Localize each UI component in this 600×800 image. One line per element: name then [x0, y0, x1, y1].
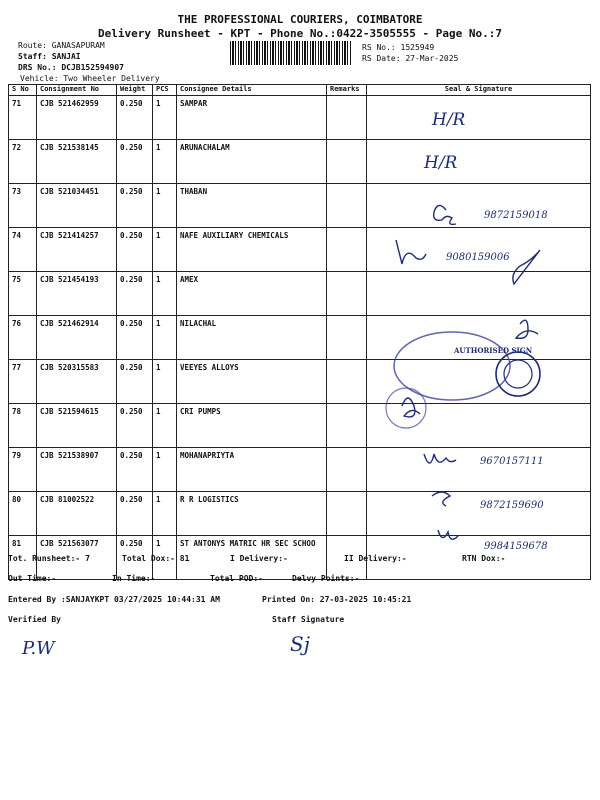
sno: 74: [9, 228, 37, 272]
scribble-75: [513, 250, 540, 284]
weight: 0.250: [117, 316, 153, 360]
remarks: [327, 140, 367, 184]
consignee: NAFE AUXILIARY CHEMICALS: [177, 228, 327, 272]
verified-signature: P.W: [22, 638, 55, 659]
col-remarks: Remarks: [327, 85, 367, 96]
pcs: 1: [153, 272, 177, 316]
remarks: [327, 404, 367, 448]
table-row: [9, 140, 591, 184]
consignment-no: CJB 81002522: [37, 492, 117, 536]
pcs: 1: [153, 96, 177, 140]
consignee: R R LOGISTICS: [177, 492, 327, 536]
col-seal: Seal & Signature: [367, 85, 591, 96]
drs-number: DRS No.: DCJB152594907: [18, 63, 124, 72]
weight: 0.250: [117, 228, 153, 272]
pcs: 1: [153, 228, 177, 272]
remarks: [327, 96, 367, 140]
pcs: 1: [153, 536, 177, 580]
in-time: In Time:-: [112, 574, 156, 583]
weight: 0.250: [117, 536, 153, 580]
i-delivery: I Delivery:-: [230, 554, 288, 563]
signature-72: H/R: [424, 153, 458, 173]
consignment-no: CJB 521034451: [37, 184, 117, 228]
signature-74: 9080159006: [446, 252, 510, 263]
remarks: [327, 448, 367, 492]
scribble-81: [438, 530, 458, 539]
consignment-no: CJB 521538907: [37, 448, 117, 492]
sno: 71: [9, 96, 37, 140]
remarks: [327, 360, 367, 404]
scribble-78: [402, 398, 420, 417]
barcode: [230, 41, 352, 65]
col-consignee: Consignee Details: [177, 85, 327, 96]
weight: 0.250: [117, 140, 153, 184]
consignment-no: CJB 521462959: [37, 96, 117, 140]
signature-80: 9872159690: [480, 500, 544, 511]
scribble-80: [432, 492, 450, 506]
seal-78: [386, 388, 426, 428]
sno: 77: [9, 360, 37, 404]
out-time: Out Time:-: [8, 574, 57, 583]
seal-scribbles: [380, 196, 590, 556]
col-sno: S No: [9, 85, 37, 96]
sno: 80: [9, 492, 37, 536]
printed-on: Printed On: 27-03-2025 10:45:21: [262, 595, 412, 604]
scribble-79: [424, 454, 456, 463]
sno: 76: [9, 316, 37, 360]
consignee: SAMPAR: [177, 96, 327, 140]
tot-runsheet: Tot. Runsheet:- 7: [8, 554, 90, 563]
sno: 79: [9, 448, 37, 492]
consignee: ST ANTONYS MATRIC HR SEC SCHOO: [177, 536, 327, 580]
remarks: [327, 316, 367, 360]
remarks: [327, 272, 367, 316]
runsheet-title: Delivery Runsheet - KPT - Phone No.:0422-3505555 - Page No.:7: [98, 27, 502, 40]
consignee: MOHANAPRIYTA: [177, 448, 327, 492]
col-consignment: Consignment No: [37, 85, 117, 96]
pcs: 1: [153, 404, 177, 448]
weight: 0.250: [117, 96, 153, 140]
remarks: [327, 228, 367, 272]
total-dox: Total Dox:- 81: [122, 554, 190, 563]
staff-info: Staff: SANJAI: [18, 52, 81, 61]
consignment-no: CJB 521414257: [37, 228, 117, 272]
seal-cell: [367, 140, 591, 184]
consignment-no: CJB 521538145: [37, 140, 117, 184]
staff-signature-label: Staff Signature: [272, 615, 345, 624]
ii-delivery: II Delivery:-: [344, 554, 407, 563]
verified-by: Verified By: [8, 615, 61, 624]
consignee: AMEX: [177, 272, 327, 316]
pcs: 1: [153, 448, 177, 492]
sno: 75: [9, 272, 37, 316]
vehicle-info: Vehicle: Two Wheeler Delivery: [20, 74, 160, 83]
scribble-74: [396, 240, 426, 264]
consignee: VEEYES ALLOYS: [177, 360, 327, 404]
scribble-73: [434, 205, 456, 224]
company-seal: [394, 332, 510, 400]
signature-71: H/R: [432, 110, 466, 130]
pcs: 1: [153, 316, 177, 360]
consignment-no: CJB 521462914: [37, 316, 117, 360]
table-row: [9, 96, 591, 140]
table-header: [9, 85, 591, 96]
pcs: 1: [153, 184, 177, 228]
consignee: NILACHAL: [177, 316, 327, 360]
consignment-no: CJB 521454193: [37, 272, 117, 316]
entered-by: Entered By :SANJAYKPT 03/27/2025 10:44:31 AM: [8, 595, 220, 604]
consignee: THABAN: [177, 184, 327, 228]
seal-label: AUTHORISED SIGN: [454, 346, 533, 355]
signature-79: 9670157111: [480, 456, 544, 467]
company-name: THE PROFESSIONAL COURIERS, COIMBATORE: [177, 13, 423, 26]
consignment-no: CJB 520315583: [37, 360, 117, 404]
rtn-dox: RTN Dox:-: [462, 554, 506, 563]
consignee: CRI PUMPS: [177, 404, 327, 448]
rs-date: RS Date: 27-Mar-2025: [362, 54, 459, 63]
total-pod: Total POD:-: [210, 574, 263, 583]
weight: 0.250: [117, 360, 153, 404]
pcs: 1: [153, 492, 177, 536]
weight: 0.250: [117, 184, 153, 228]
weight: 0.250: [117, 272, 153, 316]
remarks: [327, 184, 367, 228]
route-info: Route: GANASAPURAM: [18, 41, 105, 50]
rs-number: RS No.: 1525949: [362, 43, 435, 52]
sno: 81: [9, 536, 37, 580]
pcs: 1: [153, 360, 177, 404]
round-seal: [496, 352, 540, 396]
consignee: ARUNACHALAM: [177, 140, 327, 184]
consignment-no: CJB 521594615: [37, 404, 117, 448]
sno: 73: [9, 184, 37, 228]
weight: 0.250: [117, 448, 153, 492]
sno: 78: [9, 404, 37, 448]
weight: 0.250: [117, 492, 153, 536]
signature-73: 9872159018: [484, 210, 548, 221]
col-weight: Weight: [117, 85, 153, 96]
signature-81: 9984159678: [484, 541, 548, 552]
seal-cell: [367, 96, 591, 140]
delvy-points: Delvy Points:-: [292, 574, 360, 583]
sno: 72: [9, 140, 37, 184]
weight: 0.250: [117, 404, 153, 448]
col-pcs: PCS: [153, 85, 177, 96]
scribble-77: [516, 320, 538, 338]
pcs: 1: [153, 140, 177, 184]
staff-signature: Sj: [290, 632, 310, 656]
consignment-no: CJB 521563077: [37, 536, 117, 580]
remarks: [327, 492, 367, 536]
